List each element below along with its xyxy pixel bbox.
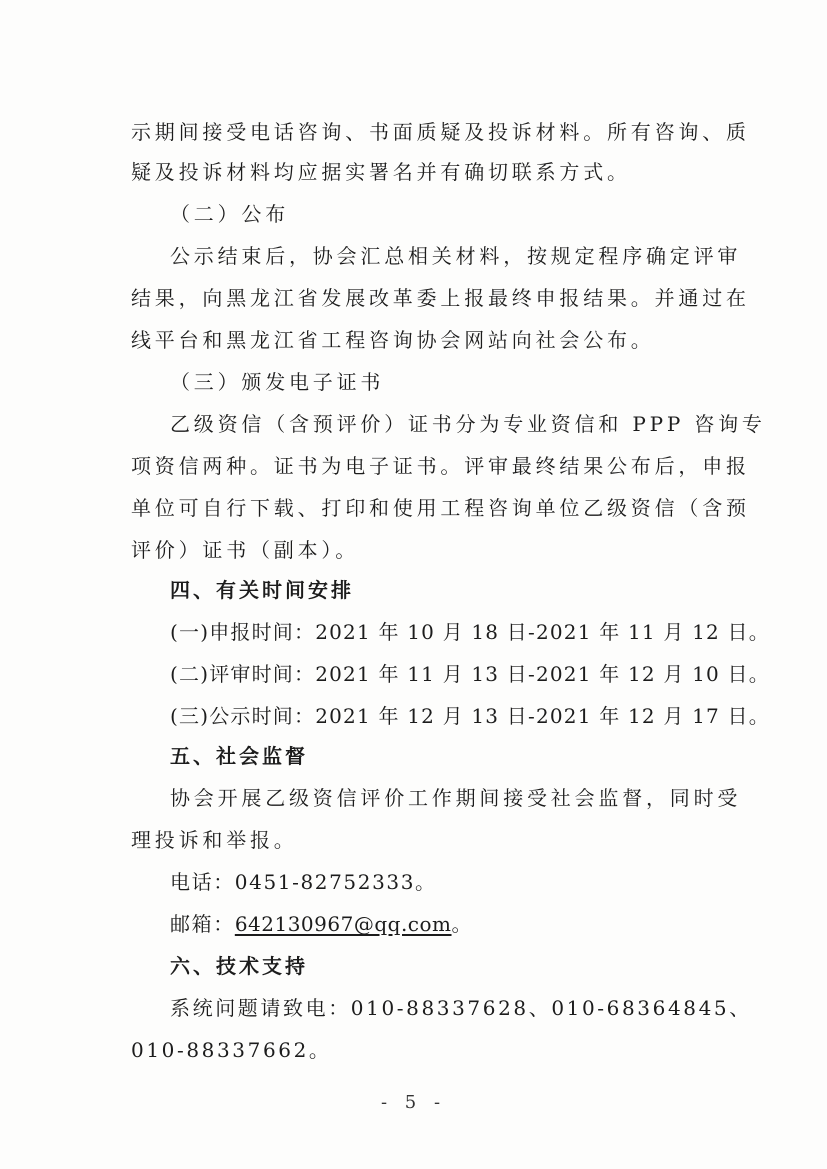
support-phone-line: 系统问题请致电：010-88337628、010-68364845、 — [170, 996, 752, 1020]
page-number: - 5 - — [380, 1092, 447, 1113]
paragraph-line: 单位可自行下载、打印和使用工程咨询单位乙级资信（含预 — [131, 496, 750, 520]
section-heading-tech-support: 六、技术支持 — [170, 954, 308, 978]
paragraph-line: 乙级资信（含预评价）证书分为专业资信和 PPP 咨询专 — [170, 412, 766, 436]
schedule-item-review: (二)评审时间：2021 年 11 月 13 日-2021 年 12 月 10 日。 — [170, 662, 770, 686]
section-heading-schedule: 四、有关时间安排 — [170, 578, 354, 602]
paragraph-line: 公示结束后，协会汇总相关材料，按规定程序确定评审 — [170, 244, 742, 268]
paragraph-line: 线平台和黑龙江省工程咨询协会网站向社会公布。 — [131, 328, 655, 352]
section-heading-supervision: 五、社会监督 — [170, 744, 308, 768]
paragraph-line: 项资信两种。证书为电子证书。评审最终结果公布后，申报 — [131, 454, 750, 478]
email-link[interactable]: 642130967@qq.com — [234, 912, 452, 936]
paragraph-line: 示期间接受电话咨询、书面质疑及投诉材料。所有咨询、质 — [131, 120, 750, 144]
email-label: 邮箱： — [170, 912, 235, 936]
paragraph-line: 理投诉和举报。 — [131, 828, 298, 852]
paragraph-line: 协会开展乙级资信评价工作期间接受社会监督，同时受 — [170, 786, 742, 810]
subsection-heading-certificate: （三）颁发电子证书 — [170, 370, 385, 394]
contact-phone: 电话：0451-82752333。 — [170, 870, 437, 894]
paragraph-line: 结果，向黑龙江省发展改革委上报最终申报结果。并通过在 — [131, 286, 750, 310]
paragraph-line: 疑及投诉材料均应据实署名并有确切联系方式。 — [131, 160, 631, 184]
email-end: 。 — [451, 912, 474, 936]
schedule-item-publicity: (三)公示时间：2021 年 12 月 13 日-2021 年 12 月 17 日。 — [170, 704, 770, 728]
support-phone-line: 010-88337662。 — [131, 1038, 332, 1062]
subsection-heading-publish: （二）公布 — [170, 202, 289, 226]
paragraph-line: 评价）证书（副本）。 — [131, 538, 359, 562]
contact-email-row — [170, 911, 473, 937]
schedule-item-apply: (一)申报时间：2021 年 10 月 18 日-2021 年 11 月 12 日。 — [170, 620, 770, 644]
